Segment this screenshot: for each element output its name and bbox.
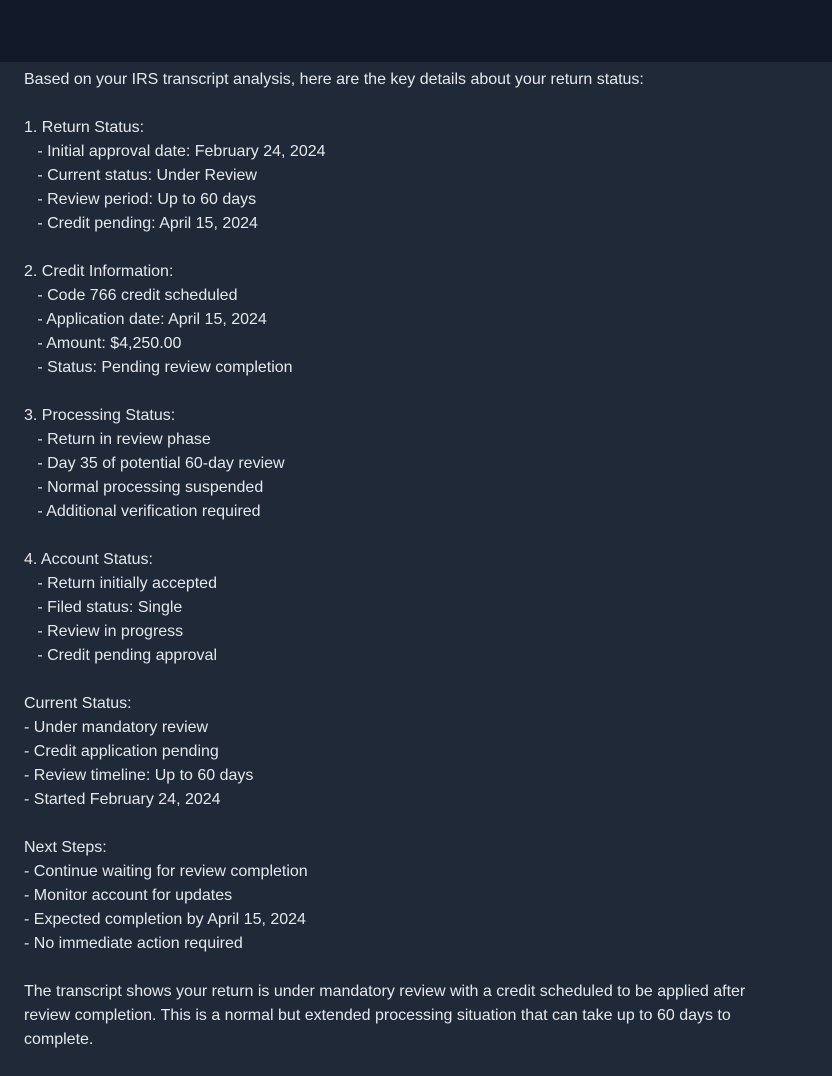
list-item: - Review timeline: Up to 60 days (24, 767, 254, 784)
list-item: - Code 766 credit scheduled (24, 287, 238, 304)
spacer (24, 812, 814, 836)
list-item: - Amount: $4,250.00 (24, 335, 182, 352)
section-heading: 4. Account Status: (24, 551, 153, 568)
list-item: - Return initially accepted (24, 575, 217, 592)
list-item: - Credit pending approval (24, 647, 217, 664)
list-item: - Day 35 of potential 60-day review (24, 455, 285, 472)
intro-text: Based on your IRS transcript analysis, here are the key details about your return status: (24, 71, 644, 88)
list-item: - Application date: April 15, 2024 (24, 311, 267, 328)
list-item: - Under mandatory review (24, 719, 209, 736)
spacer (24, 380, 814, 404)
section-heading: Current Status: (24, 695, 132, 712)
list-item: - Filed status: Single (24, 599, 183, 616)
list-item: - Credit pending: April 15, 2024 (24, 215, 258, 232)
section-heading: 2. Credit Information: (24, 263, 174, 280)
list-item: - Normal processing suspended (24, 479, 264, 496)
conclusion-text: The transcript shows your return is under mandatory review with a credit scheduled to be applied after review completion. This is a normal but extended processing situation that can take up to 60 days to complete. (24, 983, 746, 1048)
list-item: - Current status: Under Review (24, 167, 257, 184)
spacer (24, 92, 814, 116)
list-item: - Continue waiting for review completion (24, 863, 308, 880)
spacer (24, 668, 814, 692)
list-item: - No immediate action required (24, 935, 243, 952)
list-item: - Additional verification required (24, 503, 261, 520)
list-item: - Return in review phase (24, 431, 211, 448)
list-item: - Status: Pending review completion (24, 359, 293, 376)
list-item: - Started February 24, 2024 (24, 791, 221, 808)
section-heading: 1. Return Status: (24, 119, 145, 136)
list-item: - Expected completion by April 15, 2024 (24, 911, 306, 928)
list-item: - Review period: Up to 60 days (24, 191, 257, 208)
assistant-message (24, 68, 814, 1052)
list-item: - Initial approval date: February 24, 2024 (24, 143, 326, 160)
spacer (24, 524, 814, 548)
section-heading: Next Steps: (24, 839, 107, 856)
top-bar (0, 0, 832, 62)
list-item: - Credit application pending (24, 743, 219, 760)
list-item: - Review in progress (24, 623, 184, 640)
spacer (24, 236, 814, 260)
section-heading: 3. Processing Status: (24, 407, 176, 424)
list-item: - Monitor account for updates (24, 887, 233, 904)
spacer (24, 956, 814, 980)
